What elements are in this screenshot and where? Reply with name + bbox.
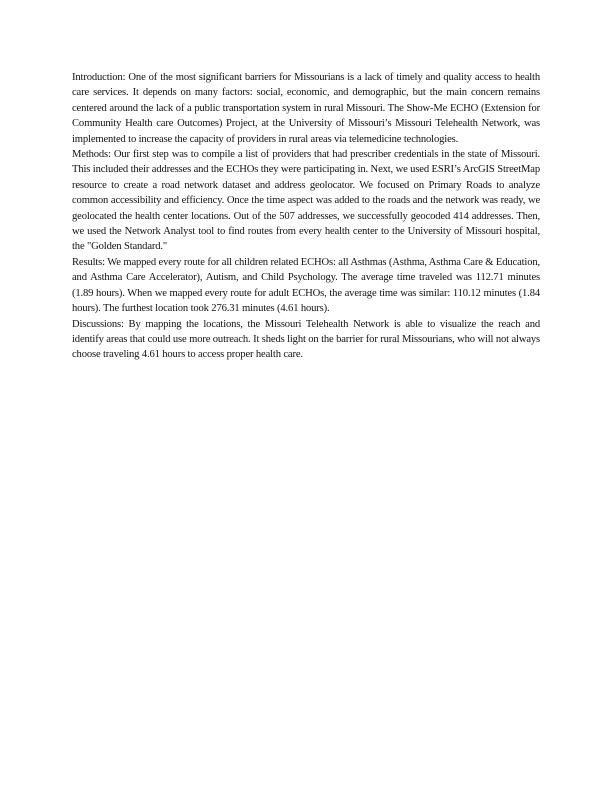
methods-text: Our first step was to compile a list of providers that had prescriber credentials in the state of Missouri. This included their addresses and the ECHOs they were participating in. Next, we used ESRI’s ArcGIS StreetMap resource to create a road network dataset and address geolocator. We focused on Primary Roads to analyze common accessibility and efficiency. Once the time aspect was added to the roads and the network was ready, we geolocated the health center locations. Out of the 507 addresses, we successfully geocoded 414 addresses. Then, we used the Network Analyst tool to find routes from every health center to the University of Missouri hospital, the "Golden Standard." <box>72 149 540 253</box>
introduction-text: One of the most significant barriers for Missourians is a lack of timely and quality access to health care services. It depends on many factors: social, economic, and demographic, but the main concern remains centered around the lack of a public transportation system in rural Missouri. The Show-Me ECHO (Extension for Community Health care Outcomes) Project, at the University of Missouri’s Missouri Telehealth Network, was implemented to increase the capacity of providers in rural areas via telemedicine technologies. <box>72 72 540 145</box>
introduction-paragraph <box>72 70 540 147</box>
abstract-body <box>72 70 540 363</box>
discussions-paragraph <box>72 317 540 363</box>
results-paragraph <box>72 255 540 317</box>
results-heading: Results: <box>72 256 105 268</box>
results-text: We mapped every route for all children related ECHOs: all Asthmas (Asthma, Asthma Care & Education, and Asthma Care Accelerator), Autism, and Child Psychology. The average time traveled was 112.71 minutes (1.89 hours). When we mapped every route for adult ECHOs, the average time was similar: 110.12 minutes (1.84 hours). The furthest location took 276.31 minutes (4.61 hours). <box>72 256 540 315</box>
methods-paragraph <box>72 147 540 255</box>
discussions-heading: Discussions: <box>72 318 124 330</box>
discussions-text: By mapping the locations, the Missouri Telehealth Network is able to visualize the reach and identify areas that could use more outreach. It sheds light on the barrier for rural Missourians, who will not always choose traveling 4.61 hours to access proper health care. <box>72 318 540 361</box>
introduction-heading: Introduction: <box>72 72 126 83</box>
methods-heading: Methods: <box>72 149 111 161</box>
